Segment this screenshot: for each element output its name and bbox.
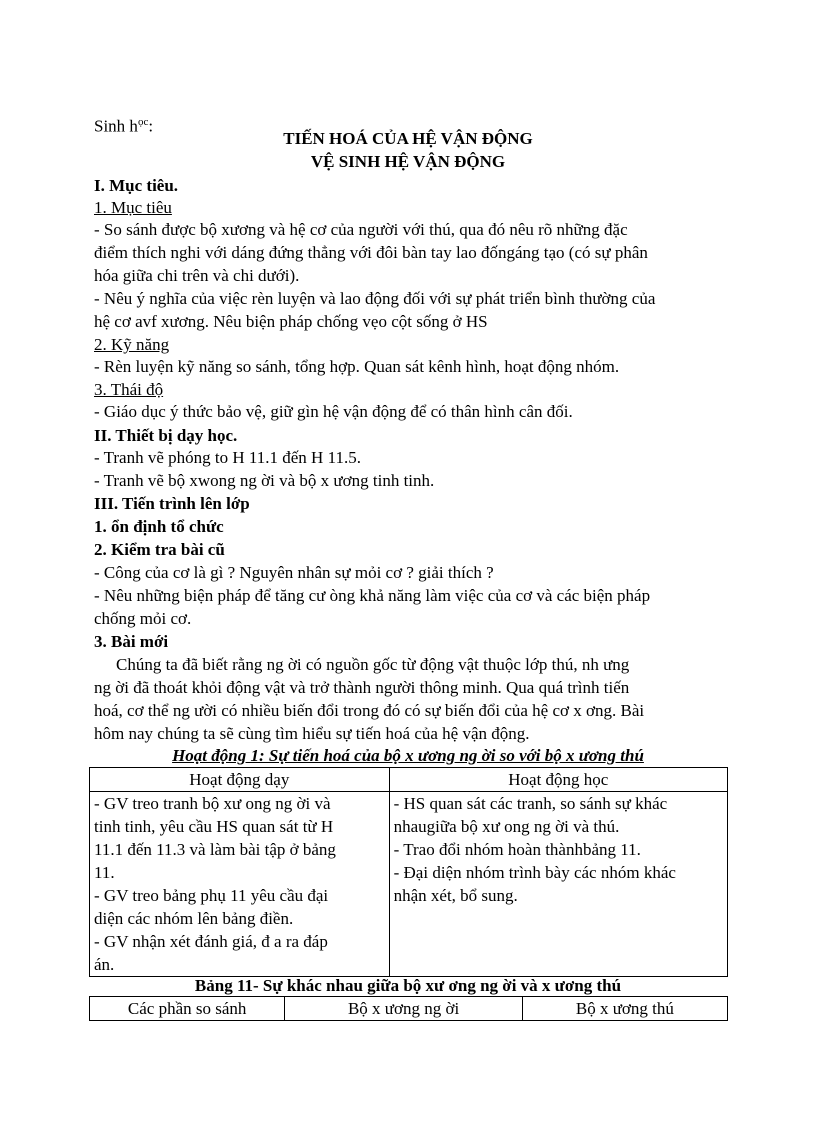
col-header-teacher: Hoạt động dạy (90, 768, 390, 792)
subheading-class-order: 1. ổn định tổ chức (94, 517, 224, 536)
subject-label: Sinh $h^{ọc}$: (94, 116, 154, 136)
teacher-line: tinh tinh, yêu cầu HS quan sát từ H (94, 817, 334, 836)
review-question-2b: chống mỏi cơ. (94, 609, 192, 628)
activity-table (89, 767, 728, 977)
intro-paragraph-l1: Chúng ta đã biết rằng ng ời có nguồn gốc từ động vật thuộc lớp thú, nh ưng (116, 655, 630, 674)
subheading-new-lesson: 3. Bài mới (94, 632, 169, 651)
equipment-item-1: - Tranh vẽ phóng to H 11.1 đến H 11.5. (94, 448, 361, 467)
activity-table-header (90, 768, 728, 792)
review-question-2: - Nêu những biện pháp để tăng cư òng khả năng làm việc của cơ và các biện pháp (94, 586, 651, 605)
teacher-line: diện các nhóm lên bảng điền. (94, 909, 294, 928)
table-11-title: Bảng 11- Sự khác nhau giữa bộ xư ơng ng ời và x ương thú (194, 976, 622, 995)
subheading-review: 2. Kiểm tra bài cũ (94, 540, 225, 559)
review-question-1: - Công của cơ là gì ? Nguyên nhân sự mỏi cơ ? giải thích ? (94, 563, 494, 582)
student-line: nhận xét, bổ sung. (393, 886, 518, 905)
skills-text: - Rèn luyện kỹ năng so sánh, tổng hợp. Quan sát kênh hình, hoạt động nhóm. (94, 357, 620, 376)
student-activity-cell (389, 792, 727, 977)
subheading-attitude: 3. Thái độ (94, 380, 164, 399)
student-line: - Đại diện nhóm trình bày các nhóm khác (393, 863, 676, 882)
teacher-activity-cell (90, 792, 390, 977)
col-header-parts: Các phần so sánh (90, 997, 285, 1021)
attitude-text: - Giáo dục ý thức bảo vệ, giữ gìn hệ vận động để có thân hình cân đối. (94, 402, 573, 421)
comparison-table (89, 996, 728, 1021)
teacher-line: - GV nhận xét đánh giá, đ a ra đáp (94, 932, 328, 951)
page-subtitle: VỆ SINH HỆ VẬN ĐỘNG (310, 152, 506, 171)
subheading-skills: 2. Kỹ năng (94, 335, 170, 354)
equipment-item-2: - Tranh vẽ bộ xwong ng ời và bộ x ương tinh tinh. (94, 471, 435, 490)
page-title: TIẾN HOÁ CỦA HỆ VẬN ĐỘNG (283, 129, 533, 148)
objective-text-1: - So sánh được bộ xương và hệ cơ của người với thú, qua đó nêu rõ những đặc (94, 220, 628, 239)
intro-paragraph-l3: hoá, cơ thể ng ười có nhiều biến đổi trong đó có sự biến đổi của hệ cơ x ơng. Bài (94, 701, 645, 720)
activity-1-title: Hoạt động 1: Sự tiến hoá của bộ x ương ng ời so với bộ x ương thú (172, 746, 644, 765)
student-line: - Trao đổi nhóm hoàn thànhbảng 11. (393, 840, 641, 859)
comparison-table-header (90, 997, 728, 1021)
objective-text-2: - Nêu ý nghĩa của việc rèn luyện và lao động đối với sự phát triển bình thường của (94, 289, 656, 308)
section-heading-objectives: I. Mục tiêu. (94, 176, 179, 195)
intro-paragraph-l2: ng ời đã thoát khỏi động vật và trở thành người thông minh. Qua quá trình tiến (94, 678, 630, 697)
student-line: - HS quan sát các tranh, so sánh sự khác (393, 794, 668, 813)
section-heading-equipment: II. Thiết bị dạy học. (94, 426, 238, 445)
teacher-line: 11. (94, 863, 115, 882)
col-header-student: Hoạt động học (389, 768, 727, 792)
intro-paragraph-l4: hôm nay chúng ta sẽ cùng tìm hiểu sự tiến hoá của hệ vận động. (94, 724, 530, 743)
student-line: nhaugiữa bộ xư ong ng ời và thú. (393, 817, 620, 836)
activity-table-row (90, 792, 728, 977)
objective-text-2b: hệ cơ avf xương. Nêu biện pháp chống vẹo cột sống ở HS (94, 312, 488, 331)
objective-text-1c: hóa giữa chi trên và chi dưới). (94, 266, 300, 285)
subheading-objectives: 1. Mục tiêu (94, 198, 172, 217)
teacher-line: - GV treo tranh bộ xư ong ng ời và (94, 794, 331, 813)
teacher-line: án. (94, 955, 115, 974)
teacher-line: - GV treo bảng phụ 11 yêu cầu đại (94, 886, 329, 905)
col-header-animal-skeleton: Bộ x ương thú (522, 997, 727, 1021)
teacher-line: 11.1 đến 11.3 và làm bài tập ở bảng (94, 840, 336, 859)
section-heading-procedure: III. Tiến trình lên lớp (94, 494, 250, 513)
objective-text-1b: điểm thích nghi với dáng đứng thẳng với đôi bàn tay lao đốngáng tạo (có sự phân (94, 243, 648, 262)
col-header-human-skeleton: Bộ x ương ng ời (285, 997, 522, 1021)
